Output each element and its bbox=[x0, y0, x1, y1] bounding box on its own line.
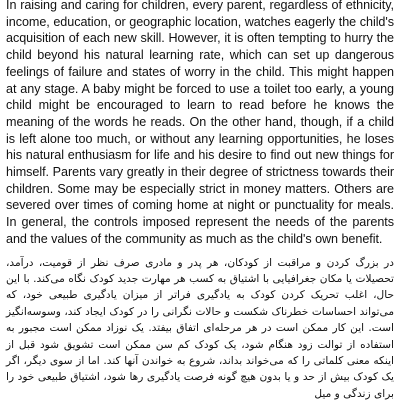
persian-paragraph: در بزرگ کردن و مراقبت از کودکان، هر پدر و مادری صرف نظر از قومیت، درآمد، تحصیلات یا مکان جغرافیایی با اشتیاق به کسب هر مهارت جدید کودک نگاه می‌کند. با این حال، اغلب تحریک کردن کودک به یادگیری فراتر از میزان یادگیری طبیعی خود، که می‌تواند احساسات خطرناک شکست و حالات نگرانی را در کودک ایجاد کند، وسوسه‌انگیز است. این کار ممکن است در هر مرحله‌ای اتفاق بیفتد. یک نوزاد ممکن است مجبور به استفاده از توالت زود هنگام شود، یک کودک کم سن ممکن است تشویق شود قبل از اینکه معنی کلماتی را که می‌خواند بداند، شروع به خواندن آنها کند. اما از سوی دیگر، اگر یک کودک بیش از حد و یا بدون هیچ گونه فرصت یادگیری رها شود، اشتیاق طبیعی خود را برای زندگی و میل bbox=[6, 256, 394, 400]
english-paragraph: In raising and caring for children, every parent, regardless of ethnicity, income, education, or geographic location, watches eagerly the child's acquisition of each new skill. However, it is often tempting to hurry the child beyond his natural learning rate, which can set up dangerous feelings of failure and states of worry in the child. This might happen at any stage. A baby might be forced to use a toilet too early, a young child might be encouraged to learn to read before he knows the meaning of the words he reads. On the other hand, though, if a child is left alone too much, or without any learning opportunities, he loses his natural enthusiasm for life and his desire to find out new things for himself. Parents vary greatly in their degree of strictness towards their children. Some may be especially strict in money matters. Others are severed over times of coming home at night or punctuality for meals. In general, the controls imposed represent the needs of the parents and the values of the community as much as the child's own benefit. bbox=[6, 0, 394, 246]
